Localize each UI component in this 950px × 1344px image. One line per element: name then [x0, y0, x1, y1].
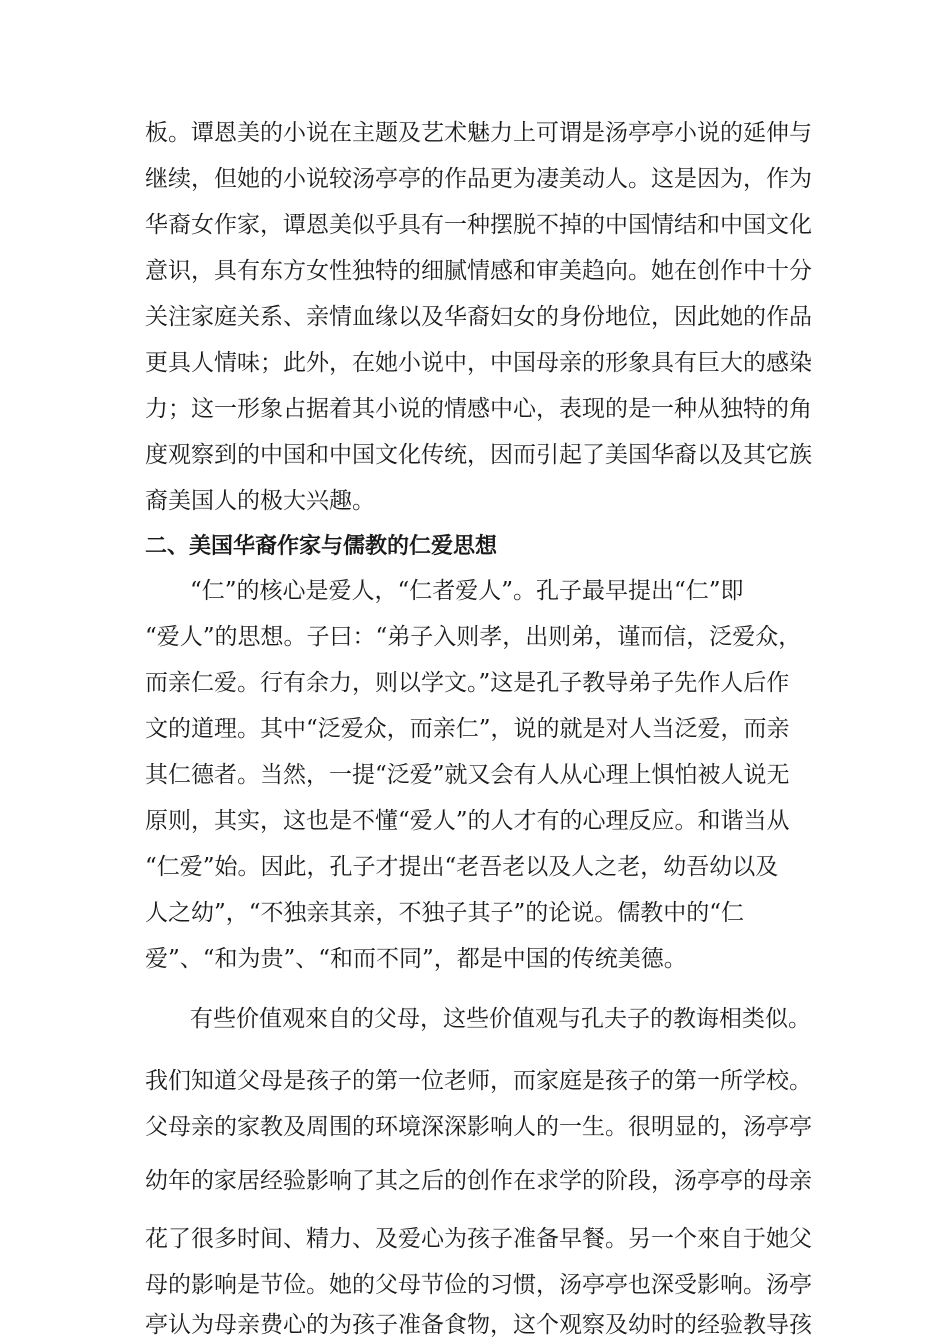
paragraph-line: 父母亲的家教及周围的环境深深影响人的一生。很明显的，汤亭亭 — [145, 1114, 812, 1140]
paragraph-line: 我们知道父母是孩子的第一位老师，而家庭是孩子的第一所学校。 — [145, 1068, 812, 1094]
paragraph-line: 关注家庭关系、亲情血缘以及华裔妇女的身份地位，因此她的作品 — [145, 304, 812, 330]
paragraph-line: 有些价值观來自的父母，这些价值观与孔夫子的教诲相类似。 — [190, 1006, 811, 1032]
paragraph-line: 度观察到的中国和中国文化传统，因而引起了美国华裔以及其它族 — [145, 442, 812, 468]
paragraph-line: 其仁德者。当然，一提“泛爱”就又会有人从心理上惧怕被人说无 — [145, 762, 790, 788]
paragraph-line: “仁爱”始。因此，孔子才提出“老吾老以及人之老，幼吾幼以及 — [145, 854, 779, 880]
section-heading: 二、美国华裔作家与儒教的仁爱思想 — [145, 534, 498, 559]
paragraph-line: 而亲仁爱。行有余力，则以学文。”这是孔子教导弟子先作人后作 — [145, 670, 790, 696]
paragraph-line: 花了很多时间、精力、及爱心为孩子准备早餐。另一个來自于她父 — [145, 1226, 812, 1252]
paragraph-line: 原则，其实，这也是不懂“爱人”的人才有的心理反应。和谐当从 — [145, 808, 790, 834]
paragraph-line: 爱”、“和为贵”、“和而不同”，都是中国的传统美德。 — [145, 946, 687, 972]
paragraph-line: 文的道理。其中“泛爱众，而亲仁”，说的就是对人当泛爱，而亲 — [145, 716, 790, 742]
paragraph-line: 板。谭恩美的小说在主题及艺术魅力上可谓是汤亭亭小说的延伸与 — [145, 120, 812, 146]
paragraph-line: 人之幼”，“不独亲其亲，不独子其子”的论说。儒教中的“仁 — [145, 900, 745, 926]
paragraph-line: 华裔女作家，谭恩美似乎具有一种摆脱不掉的中国情结和中国文化 — [145, 212, 812, 238]
paragraph-line: 继续，但她的小说较汤亭亭的作品更为凄美动人。这是因为，作为 — [145, 166, 812, 192]
paragraph-line: 意识，具有东方女性独特的细腻情感和审美趋向。她在创作中十分 — [145, 258, 812, 284]
paragraph-line: 母的影响是节俭。她的父母节俭的习惯，汤亭亭也深受影响。汤亭 — [145, 1272, 812, 1298]
paragraph-line: “爱人”的思想。子曰：“弟子入则孝，出则弟，谨而信，泛爱众， — [145, 624, 802, 650]
paragraph-line: 力；这一形象占据着其小说的情感中心，表现的是一种从独特的角 — [145, 396, 812, 422]
paragraph-line: 更具人情味；此外，在她小说中，中国母亲的形象具有巨大的感染 — [145, 350, 812, 376]
paragraph-line: 裔美国人的极大兴趣。 — [145, 488, 375, 514]
paragraph-line: 亭认为母亲费心的为孩子准备食物，这个观察及幼时的经验教导孩 — [145, 1312, 812, 1338]
paragraph-line: 幼年的家居经验影响了其之后的创作在求学的阶段，汤亭亭的母亲 — [145, 1168, 812, 1194]
paragraph-line: “仁”的核心是爱人，“仁者爱人”。孔子最早提出“仁”即 — [190, 578, 744, 604]
